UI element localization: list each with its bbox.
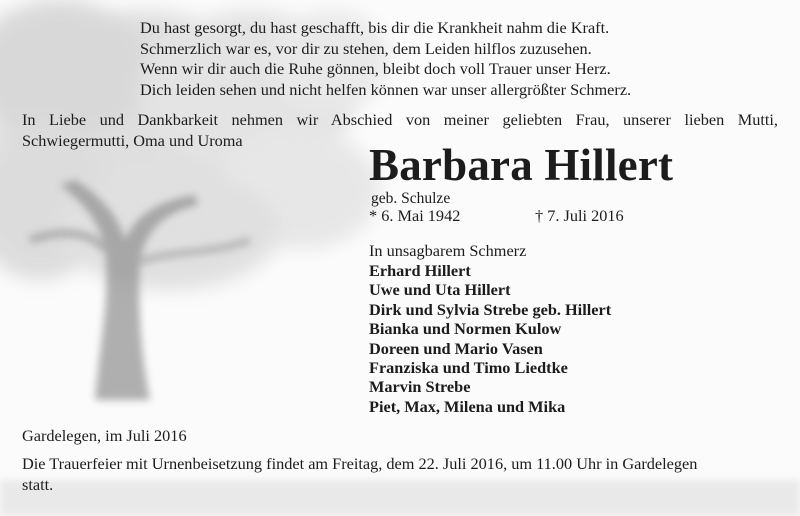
mourner-name: Doreen und Mario Vasen [369,338,543,358]
intro-line: In Liebe und Dankbarkeit nehmen wir Abschied von meiner geliebten Frau, unserer lieben Mutti, [22,110,778,129]
mourner-name: Piet, Max, Milena und Mika [369,396,566,416]
birth-name: geb. Schulze [371,190,451,207]
poem-line: Schmerzlich war es, vor dir zu stehen, dem Leiden hilflos zuzusehen. [140,38,592,58]
funeral-line: statt. [22,475,54,494]
funeral-line: Die Trauerfeier mit Urnenbeisetzung findet am Freitag, dem 22. Juli 2016, um 11.00 Uhr in Gardelegen [22,454,698,473]
poem-verse [140,18,631,100]
mourner-name: Franziska und Timo Liedtke [369,358,568,378]
mourners-list [369,261,611,416]
mourner-name: Marvin Strebe [369,377,471,397]
mourner-name: Uwe und Uta Hillert [369,280,511,300]
place-and-date: Gardelegen, im Juli 2016 [22,426,187,445]
birth-date: * 6. Mai 1942 [369,206,461,225]
death-date: † 7. Juli 2016 [535,206,624,225]
poem-line: Wenn wir dir auch die Ruhe gönnen, bleibt doch voll Trauer unser Herz. [140,59,611,78]
deceased-name: Barbara Hillert [369,140,674,190]
poem-line: Dich leiden sehen und nicht helfen können war unser allergrößter Schmerz. [140,79,632,99]
grief-line: In unsagbarem Schmerz [369,241,527,260]
poem-line: Du hast gesorgt, du hast geschafft, bis dir die Krankheit nahm die Kraft. [140,18,610,37]
funeral-notice [22,453,780,495]
mourner-name: Dirk und Sylvia Strebe geb. Hillert [369,299,612,319]
intro-line: Schwiegermutti, Oma und Uroma [22,131,243,150]
mourner-name: Erhard Hillert [369,261,471,280]
mourner-name: Bianka und Normen Kulow [369,319,562,339]
